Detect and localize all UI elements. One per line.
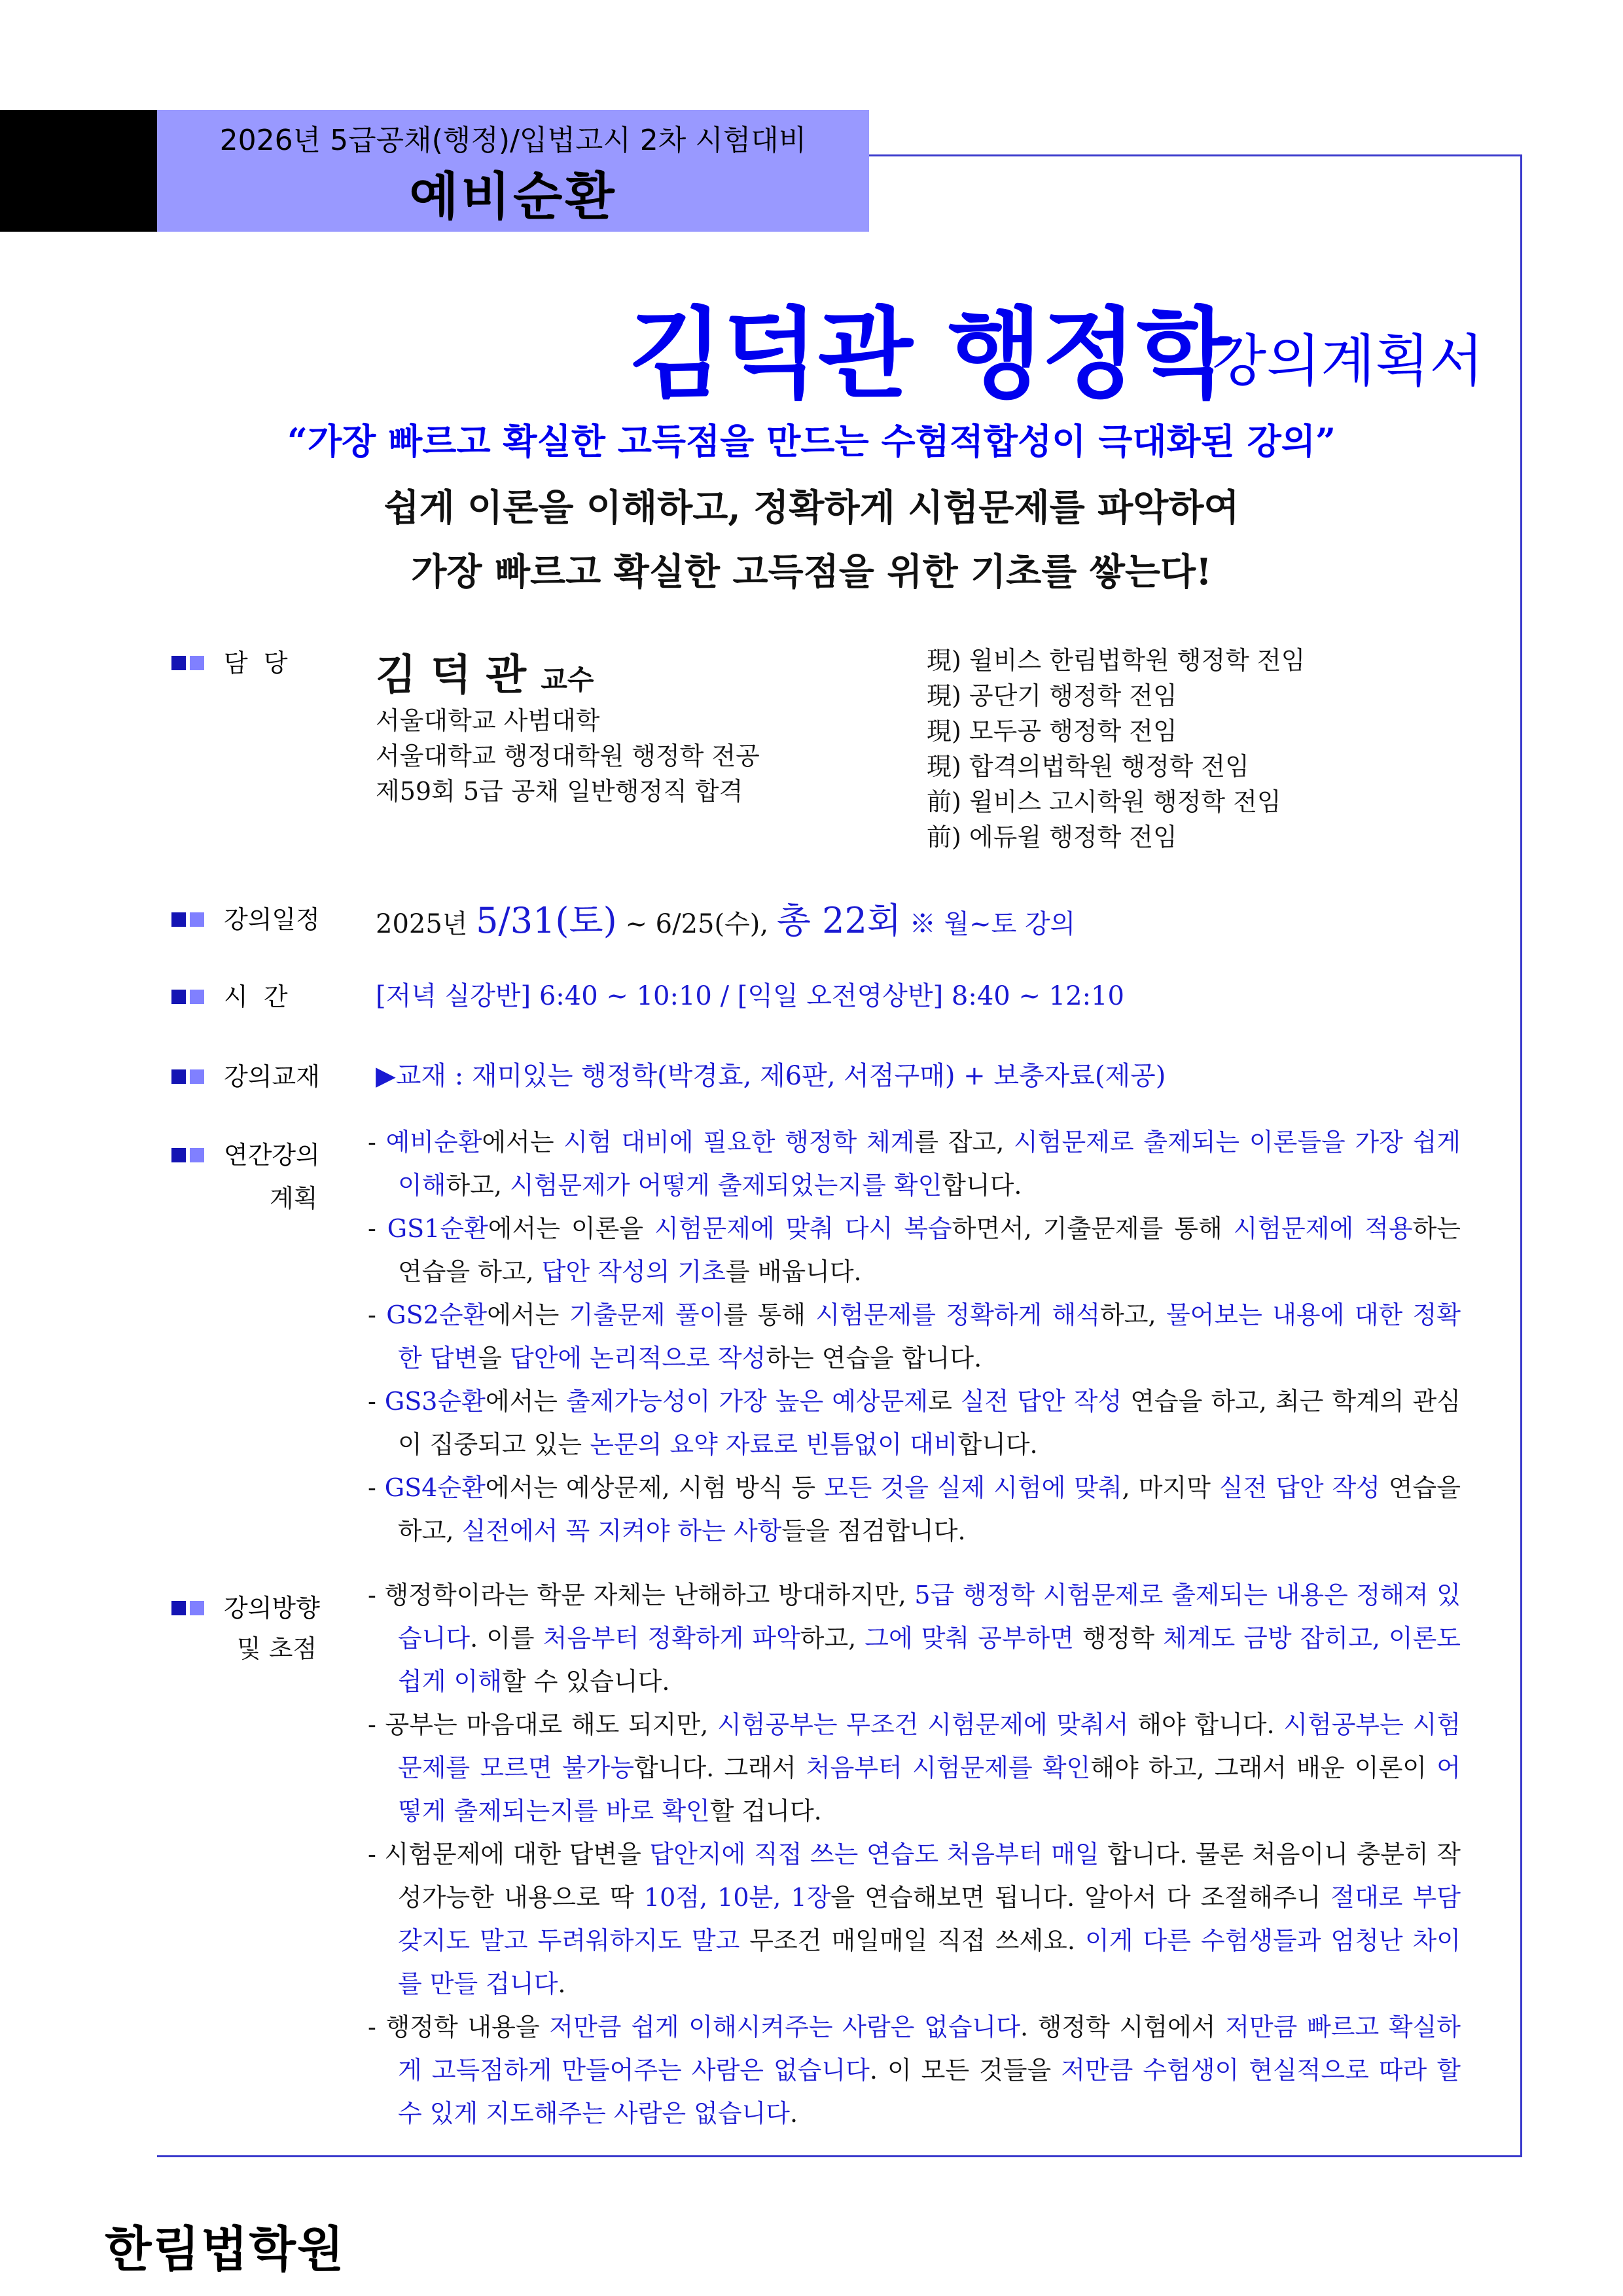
- bullet-square-light-icon: [190, 990, 204, 1004]
- schedule-note: ※ 월~토 강의: [909, 909, 1076, 939]
- time-text: [저녁 실강반] 6:40 ~ 10:10 / [익일 오전영상반] 8:40 ~ 12:10: [376, 981, 1124, 1011]
- textbook-label: 강의교재: [171, 1056, 320, 1092]
- slogan-line-2: 쉽게 이론을 이해하고, 정확하게 시험문제를 파악하여: [383, 486, 1240, 529]
- direction-item: - 행정학이라는 학문 자체는 난해하고 방대하지만, 5급 행정학 시험문제로 출제되는 내용은 정해져 있습니다. 이를 처음부터 정확하게 파악하고, 그에 맞춰 공부하면 행정학 체계도 금방 잡히고, 이론도 쉽게 이해할 수 있습니다.: [368, 1581, 1461, 1696]
- schedule-start: 5/31(토): [476, 900, 617, 941]
- header-black-tab: [0, 110, 157, 232]
- bullet-square-dark-icon: [171, 1601, 186, 1615]
- page-subtitle: 강의계획서: [1212, 329, 1484, 394]
- schedule-text: 2025년 5/31(토) ~ 6/25(수), 총 22회 ※ 월~토 강의: [376, 900, 1076, 941]
- textbook-text: ▶교재 : 재미있는 행정학(박경효, 제6판, 서점구매) + 보충자료(제공): [376, 1061, 1166, 1091]
- frame-border-bottom: [157, 2155, 1522, 2157]
- annual-plan-list: [368, 1121, 1461, 1552]
- slogan-quote: “가장 빠르고 확실한 고득점을 만드는 수험적합성이 극대화된 강의”: [287, 420, 1336, 462]
- lecture-direction-list: [368, 1573, 1461, 2135]
- plan-item: - GS3순환에서는 출제가능성이 가장 높은 예상문제로 실전 답안 작성 연습을 하고, 최근 학계의 관심이 집중되고 있는 논문의 요약 자료로 빈틈없이 대비합니다.: [368, 1387, 1461, 1459]
- career-item: 現) 모두공 행정학 전임: [927, 717, 1177, 745]
- bullet-square-light-icon: [190, 912, 204, 927]
- plan-item: - GS2순환에서는 기출문제 풀이를 통해 시험문제를 정확하게 해석하고, 물어보는 내용에 대한 정확한 답변을 답안에 논리적으로 작성하는 연습을 합니다.: [368, 1300, 1461, 1372]
- course-header-title: 예비순환: [409, 168, 617, 226]
- schedule-total: 총 22회: [776, 900, 901, 941]
- bullet-square-dark-icon: [171, 656, 186, 670]
- career-item: 前) 에듀윌 행정학 전임: [927, 823, 1177, 852]
- schedule-label: 강의일정: [171, 899, 320, 935]
- instructor-label: 담 당: [171, 643, 288, 679]
- credential-item: 서울대학교 사범대학: [376, 706, 600, 735]
- career-item: 現) 합격의법학원 행정학 전임: [927, 752, 1249, 781]
- slogan-line-3: 가장 빠르고 확실한 고득점을 위한 기초를 쌓는다!: [411, 550, 1212, 594]
- bullet-square-light-icon: [190, 1069, 204, 1084]
- course-header-subtitle: 2026년 5급공채(행정)/입법고시 2차 시험대비: [219, 124, 807, 157]
- plan-item: - GS4순환에서는 예상문제, 시험 방식 등 모든 것을 실제 시험에 맞춰, 마지막 실전 답안 작성 연습을 하고, 실전에서 꼭 지켜야 하는 사항들을 점검합니다.: [368, 1473, 1461, 1545]
- direction-item: - 공부는 마음대로 해도 되지만, 시험공부는 무조건 시험문제에 맞춰서 해야 합니다. 시험공부는 시험문제를 모르면 불가능합니다. 그래서 처음부터 시험문제를 확인해야 하고, 그래서 배운 이론이 어떻게 출제되는지를 바로 확인할 겁니다.: [368, 1710, 1461, 1825]
- bullet-square-dark-icon: [171, 1069, 186, 1084]
- plan-item: - 예비순환에서는 시험 대비에 필요한 행정학 체계를 잡고, 시험문제로 출제되는 이론들을 가장 쉽게 이해하고, 시험문제가 어떻게 출제되었는지를 확인합니다.: [368, 1128, 1461, 1200]
- bullet-square-light-icon: [190, 656, 204, 670]
- instructor-name: 김 덕 관 교수: [376, 651, 594, 700]
- bullet-square-dark-icon: [171, 990, 186, 1004]
- bullet-square-light-icon: [190, 1148, 204, 1162]
- direction-item: - 시험문제에 대한 답변을 답안지에 직접 쓰는 연습도 처음부터 매일 합니다. 물론 처음이니 충분히 작성가능한 내용으로 딱 10점, 10분, 1장을 연습해보면 됩니다. 알아서 다 조절해주니 절대로 부담 갖지도 말고 두려워하지도 말고 무조건 매일매일 직접 쓰세요. 이게 다른 수험생들과 엄청난 차이를 만들 겁니다.: [368, 1840, 1461, 1998]
- career-item: 前) 윌비스 고시학원 행정학 전임: [927, 787, 1281, 816]
- bullet-square-light-icon: [190, 1601, 204, 1615]
- career-item: 現) 윌비스 한림법학원 행정학 전임: [927, 646, 1306, 675]
- bullet-square-dark-icon: [171, 912, 186, 927]
- credential-item: 제59회 5급 공채 일반행정직 합격: [376, 777, 743, 806]
- direction-label: 강의방향: [171, 1588, 320, 1624]
- page-title: 김덕관 행정학: [628, 298, 1232, 412]
- bullet-square-dark-icon: [171, 1148, 186, 1162]
- plan-label: 연간강의: [171, 1135, 320, 1171]
- frame-border-top: [869, 154, 1522, 156]
- plan-item: - GS1순환에서는 이론을 시험문제에 맞춰 다시 복습하면서, 기출문제를 통해 시험문제에 적용하는 연습을 하고, 답안 작성의 기초를 배웁니다.: [368, 1214, 1461, 1286]
- credential-item: 서울대학교 행정대학원 행정학 전공: [376, 742, 760, 770]
- plan-label-2: 계획: [270, 1184, 318, 1213]
- instructor-title: 교수: [541, 664, 594, 696]
- career-item: 現) 공단기 행정학 전임: [927, 681, 1177, 710]
- direction-item: - 행정학 내용을 저만큼 쉽게 이해시켜주는 사람은 없습니다. 행정학 시험에서 저만큼 빠르고 확실하게 고득점하게 만들어주는 사람은 없습니다. 이 모든 것들을 저만큼 수험생이 현실적으로 따라 할 수 있게 지도해주는 사람은 없습니다.: [368, 2013, 1461, 2128]
- course-header: [157, 110, 869, 232]
- direction-label-2: 및 초점: [237, 1634, 317, 1663]
- time-label: 시 간: [171, 977, 288, 1013]
- academy-logo: 한림법학원: [105, 2221, 346, 2278]
